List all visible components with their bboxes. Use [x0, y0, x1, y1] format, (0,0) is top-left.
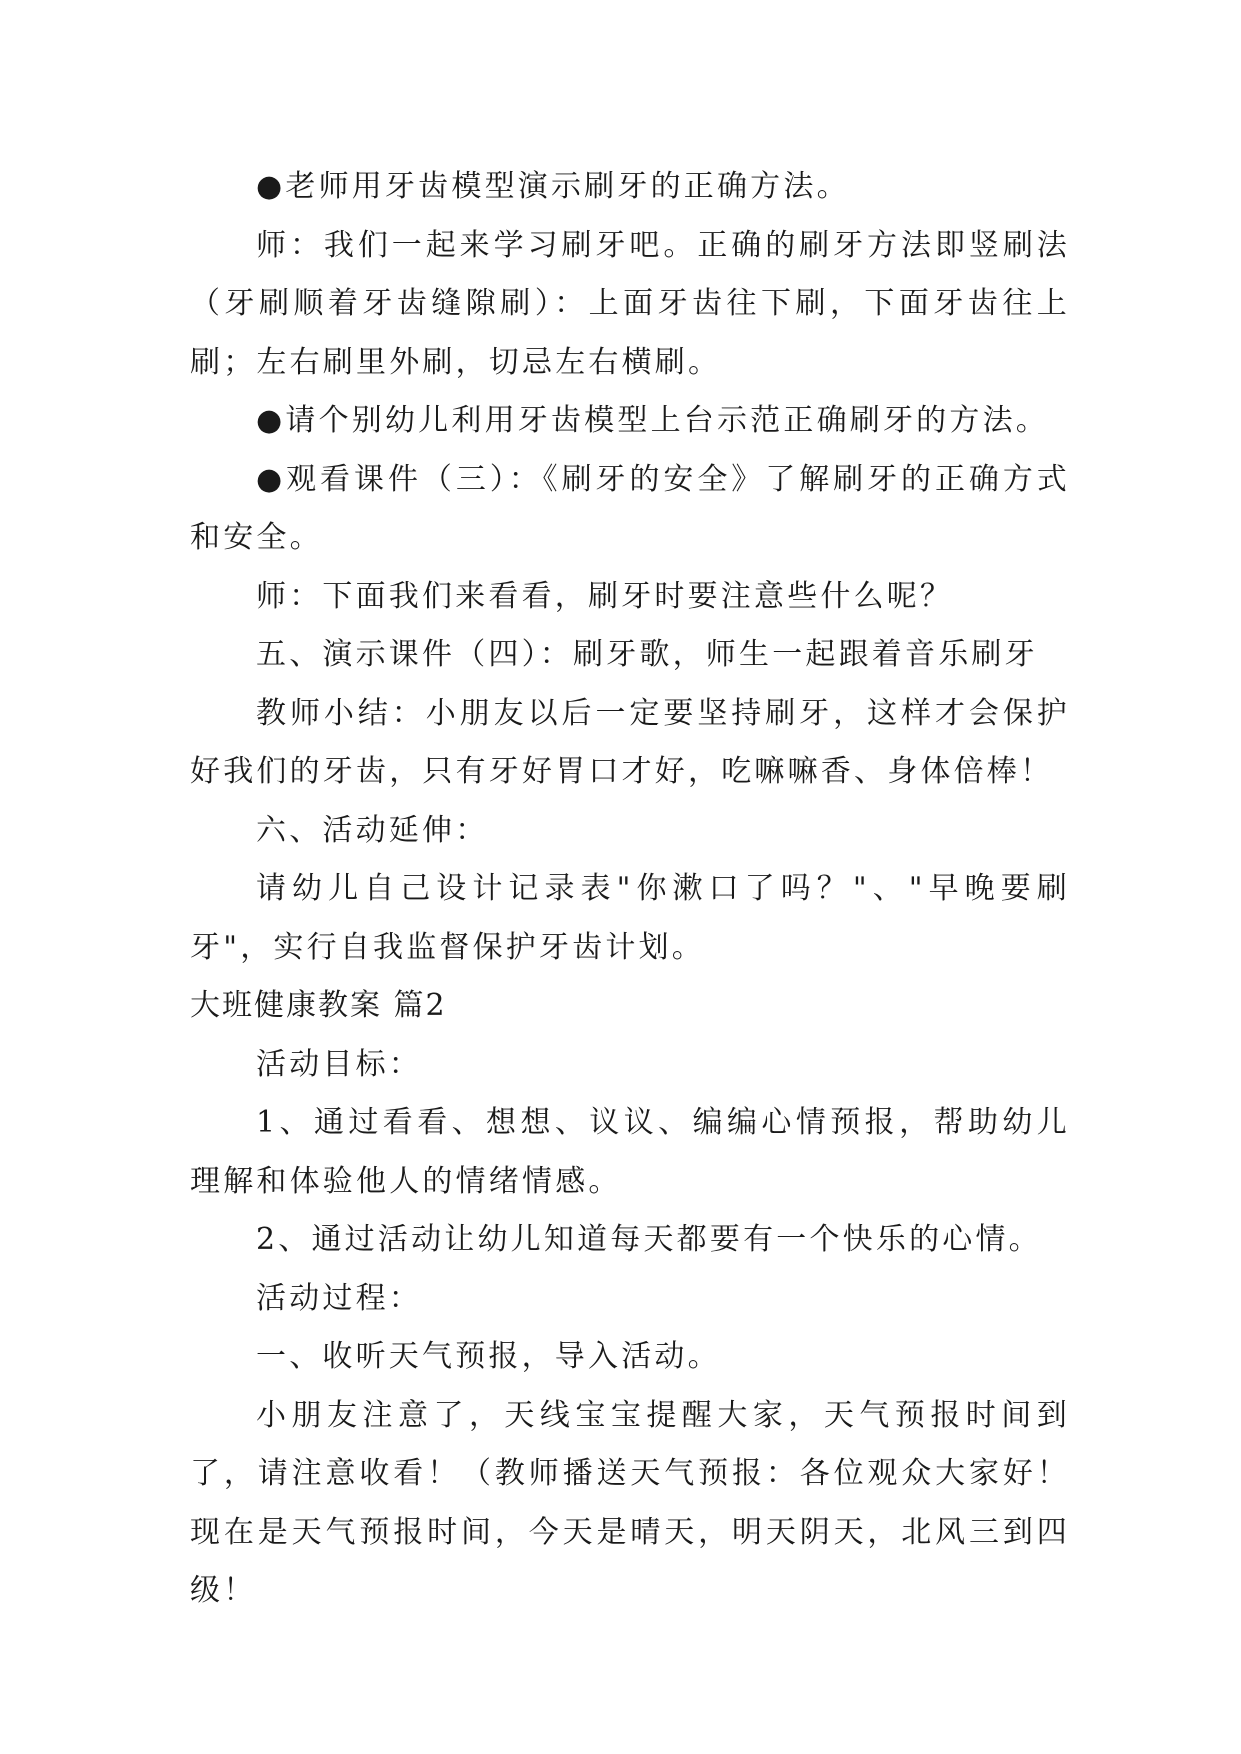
section-five: 五、演示课件（四）：刷牙歌，师生一起跟着音乐刷牙 — [256, 637, 1038, 672]
goal-two: 2、通过活动让幼儿知道每天都要有一个快乐的心情。 — [256, 1222, 1042, 1257]
paragraph-teacher-summary: 教师小结：小朋友以后一定要坚持刷牙，这样才会保护好我们的牙齿，只有牙好胃口才好，吃嘛嘛香、身体倍棒！ — [190, 695, 1070, 789]
paragraph-teacher-question: 师：下面我们来看看，刷牙时要注意些什么呢？ — [256, 578, 954, 614]
lesson-heading: 大班健康教案 篇2 — [190, 988, 447, 1023]
bullet-watch-courseware: ●观看课件（三）：《刷牙的安全》了解刷牙的正确方式和安全。 — [190, 461, 1070, 555]
document-body — [190, 158, 1070, 1621]
paragraph-weather-report: 小朋友注意了，天线宝宝提醒大家，天气预报时间到了，请注意收看！（教师播送天气预报：各位观众大家好！现在是天气预报时间，今天是晴天，明天阴天，北风三到四级！ — [190, 1397, 1070, 1608]
section-six: 六、活动延伸： — [256, 812, 489, 848]
step-one: 一、收听天气预报，导入活动。 — [256, 1339, 721, 1374]
bullet-children-demo: ●请个别幼儿利用牙齿模型上台示范正确刷牙的方法。 — [256, 403, 1049, 438]
bullet-teacher-demo: ●老师用牙齿模型演示刷牙的正确方法。 — [256, 169, 850, 204]
paragraph-record-sheet: 请幼儿自己设计记录表"你漱口了吗？"、"早晚要刷牙"，实行自我监督保护牙齿计划。 — [190, 871, 1070, 965]
activity-goals-label: 活动目标： — [256, 1046, 422, 1082]
goal-one: 1、通过看看、想想、议议、编编心情预报，帮助幼儿理解和体验他人的情绪情感。 — [190, 1105, 1070, 1199]
activity-process-label: 活动过程： — [256, 1280, 422, 1316]
paragraph-brushing-method: 师：我们一起来学习刷牙吧。正确的刷牙方法即竖刷法（牙刷顺着牙齿缝隙刷）：上面牙齿往下刷，下面牙齿往上刷；左右刷里外刷，切忌左右横刷。 — [190, 227, 1070, 380]
